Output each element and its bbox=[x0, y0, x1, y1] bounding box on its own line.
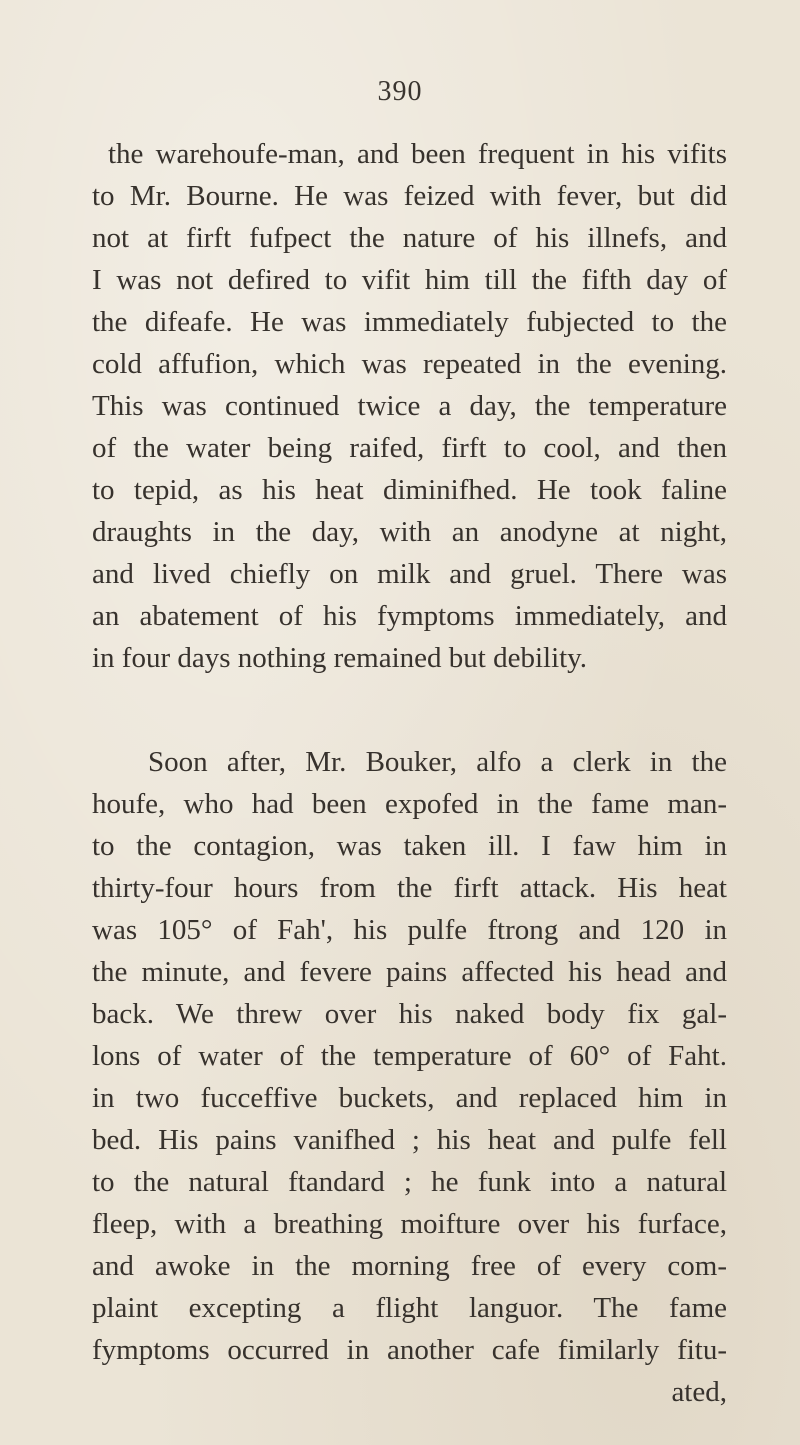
text-line: the minute, and fevere pains affected his head and bbox=[92, 956, 727, 988]
text-line: and lived chiefly on milk and gruel. There was bbox=[92, 558, 727, 590]
catchword: ated, bbox=[671, 1376, 727, 1408]
text-line: and awoke in the morning free of every com- bbox=[92, 1250, 727, 1282]
text-line: fleep, with a breathing moifture over his furface, bbox=[92, 1208, 727, 1240]
text-line: I was not defired to vifit him till the fifth day of bbox=[92, 264, 727, 296]
text-line: to tepid, as his heat diminifhed. He took faline bbox=[92, 474, 727, 506]
text-line: back. We threw over his naked body fix gal- bbox=[92, 998, 727, 1030]
text-line: houfe, who had been expofed in the fame man- bbox=[92, 788, 727, 820]
text-line: plaint excepting a flight languor. The fame bbox=[92, 1292, 727, 1324]
text-line: in four days nothing remained but debility. bbox=[92, 642, 588, 674]
text-line: to Mr. Bourne. He was feized with fever, but did bbox=[92, 180, 727, 212]
text-line: the warehoufe-man, and been frequent in his vifits bbox=[108, 138, 727, 170]
text-line: of the water being raifed, firft to cool, and then bbox=[92, 432, 727, 464]
text-line: the difeafe. He was immediately fubjected to the bbox=[92, 306, 727, 338]
text-line: to the natural ftandard ; he funk into a natural bbox=[92, 1166, 727, 1198]
text-line: thirty-four hours from the firft attack. His heat bbox=[92, 872, 727, 904]
page-number: 390 bbox=[377, 76, 423, 107]
text-line: This was continued twice a day, the temperature bbox=[92, 390, 727, 422]
text-line: to the contagion, was taken ill. I faw him in bbox=[92, 830, 727, 862]
text-line: Soon after, Mr. Bouker, alfo a clerk in the bbox=[148, 746, 727, 778]
text-line: draughts in the day, with an anodyne at night, bbox=[92, 516, 727, 548]
text-line: in two fucceffive buckets, and replaced him in bbox=[92, 1082, 727, 1114]
text-line: an abatement of his fymptoms immediately, and bbox=[92, 600, 727, 632]
text-line: bed. His pains vanifhed ; his heat and pulfe fell bbox=[92, 1124, 727, 1156]
text-line: cold affufion, which was repeated in the evening. bbox=[92, 348, 727, 380]
text-line: was 105° of Fah', his pulfe ftrong and 120 in bbox=[92, 914, 727, 946]
text-line: not at firft fufpect the nature of his illnefs, and bbox=[92, 222, 727, 254]
text-line: fymptoms occurred in another cafe fimilarly fitu- bbox=[92, 1334, 727, 1366]
text-line: lons of water of the temperature of 60° of Faht. bbox=[92, 1040, 727, 1072]
